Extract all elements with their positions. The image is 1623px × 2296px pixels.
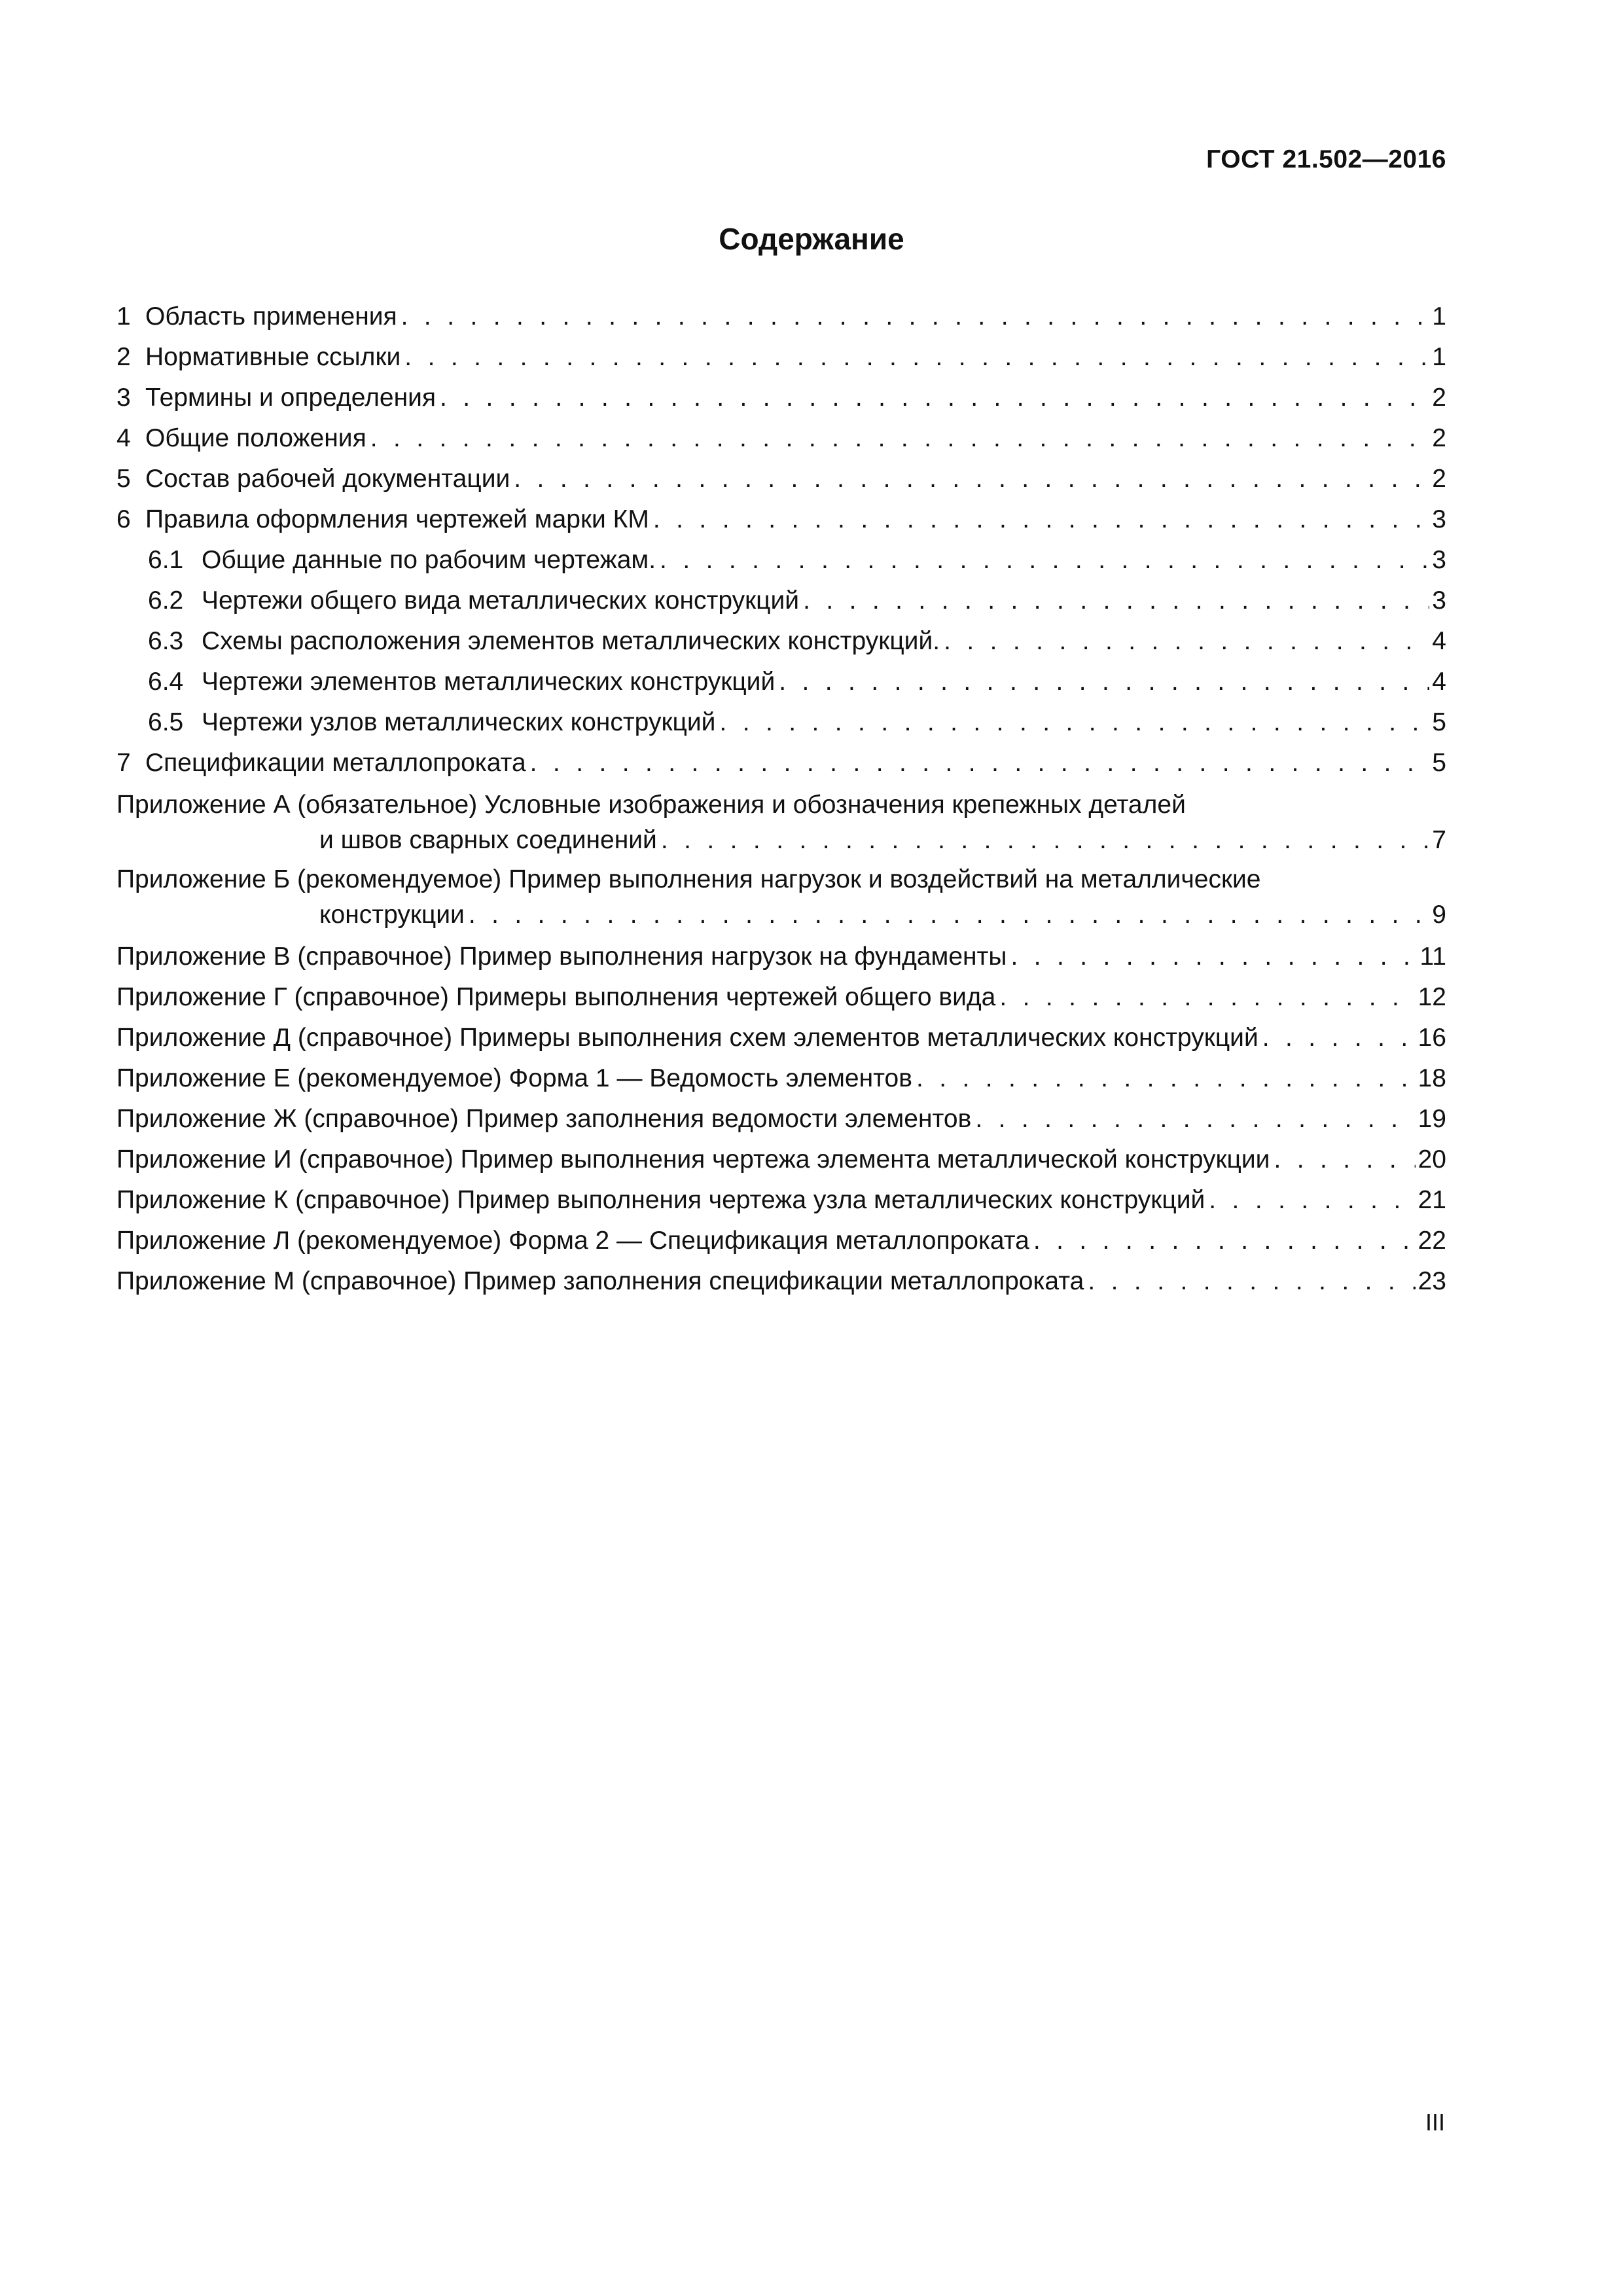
toc-entry-page: 5 <box>1432 749 1446 777</box>
document-code: ГОСТ 21.502—2016 <box>1206 145 1446 173</box>
toc-entry-page: 21 <box>1418 1186 1446 1214</box>
toc-entry-4[interactable] <box>116 418 1446 459</box>
toc-appendix-title-cont: и швов сварных соединений <box>319 826 657 854</box>
dot-leader <box>1088 1261 1415 1302</box>
toc-appendix-title: Приложение Ж (справочное) Пример заполнения ведомости элементов <box>116 1105 972 1133</box>
toc-appendix-g[interactable] <box>116 977 1446 1018</box>
dot-leader <box>719 702 1429 743</box>
toc-appendix-title: Приложение Д (справочное) Примеры выполнения схем элементов металлических конструкций <box>116 1024 1258 1052</box>
toc-appendix-zh[interactable] <box>116 1099 1446 1139</box>
toc-entry-number: 6.2 <box>148 586 184 615</box>
toc-appendix-title: Приложение А (обязательное) Условные изображения и обозначения крепежных деталей <box>116 791 1186 819</box>
toc-entry-title: Чертежи общего вида металлических конструкций <box>202 586 800 615</box>
toc-entry-page: 23 <box>1418 1267 1446 1295</box>
toc-entry-3[interactable] <box>116 378 1446 418</box>
toc-entry-page: 18 <box>1418 1064 1446 1092</box>
toc-entry-7[interactable] <box>116 743 1446 783</box>
toc-entry-title: Чертежи элементов металлических конструкций <box>202 668 776 696</box>
toc-entry-page: 3 <box>1432 586 1446 615</box>
toc-entry-6-5[interactable] <box>116 702 1446 743</box>
dot-leader <box>1010 937 1417 977</box>
toc-appendix-l[interactable] <box>116 1221 1446 1261</box>
dot-leader <box>803 581 1429 621</box>
toc-entry-number: 6.3 <box>148 627 184 655</box>
toc-entry-title: Схемы расположения элементов металлических конструкций. <box>202 627 940 655</box>
toc-appendix-title-cont: конструкции <box>319 901 465 929</box>
toc-entry-page: 2 <box>1432 465 1446 493</box>
toc-entry-page: 2 <box>1432 424 1446 452</box>
toc-entry-page: 12 <box>1418 983 1446 1011</box>
toc-appendix-d[interactable] <box>116 1018 1446 1058</box>
toc-entry-number: 7 <box>116 749 131 777</box>
toc-entry-number: 6.1 <box>148 546 184 574</box>
dot-leader <box>401 296 1430 337</box>
toc-appendix-b[interactable] <box>116 858 1446 933</box>
toc-appendix-title: Приложение Г (справочное) Примеры выполнения чертежей общего вида <box>116 983 996 1011</box>
toc-entry-number: 6.4 <box>148 668 184 696</box>
toc-entry-number: 6 <box>116 505 131 533</box>
toc-entry-1[interactable] <box>116 296 1446 337</box>
toc-entry-number: 4 <box>116 424 131 452</box>
dot-leader <box>944 621 1429 662</box>
toc-entry-title: Спецификации металлопроката <box>145 749 526 777</box>
dot-leader <box>1274 1139 1415 1180</box>
dot-leader <box>1033 1221 1416 1261</box>
toc-appendix-v[interactable] <box>116 933 1446 977</box>
toc-entry-number: 2 <box>116 343 131 371</box>
dot-leader <box>653 499 1429 540</box>
toc-appendix-title: Приложение Е (рекомендуемое) Форма 1 — Ведомость элементов <box>116 1064 912 1092</box>
toc-appendix-title: Приложение В (справочное) Пример выполнения нагрузок на фундаменты <box>116 942 1007 971</box>
dot-leader <box>1262 1018 1416 1058</box>
toc-appendix-e[interactable] <box>116 1058 1446 1099</box>
dot-leader <box>1209 1180 1415 1221</box>
toc-appendix-title: Приложение Л (рекомендуемое) Форма 2 — Спецификация металлопроката <box>116 1227 1029 1255</box>
toc-entry-page: 2 <box>1432 384 1446 412</box>
toc-entry-6-2[interactable] <box>116 581 1446 621</box>
toc-entry-title: Общие положения <box>145 424 366 452</box>
toc-entry-page: 3 <box>1432 505 1446 533</box>
toc-entry-title: Область применения <box>145 302 397 331</box>
table-of-contents <box>116 296 1446 1302</box>
toc-entry-page: 22 <box>1418 1227 1446 1255</box>
toc-entry-title: Правила оформления чертежей марки КМ <box>145 505 649 533</box>
toc-entry-page: 4 <box>1432 627 1446 655</box>
dot-leader <box>370 418 1430 459</box>
toc-entry-6-1[interactable] <box>116 540 1446 581</box>
toc-entry-page: 1 <box>1432 302 1446 331</box>
toc-entry-page: 11 <box>1419 942 1446 971</box>
toc-entry-title: Общие данные по рабочим чертежам. <box>202 546 656 574</box>
toc-entry-title: Нормативные ссылки <box>145 343 401 371</box>
toc-entry-5[interactable] <box>116 459 1446 499</box>
dot-leader <box>779 662 1429 702</box>
dot-leader <box>975 1099 1415 1139</box>
toc-entry-title: Состав рабочей документации <box>145 465 510 493</box>
toc-entry-6-4[interactable] <box>116 662 1446 702</box>
toc-entry-number: 3 <box>116 384 131 412</box>
toc-entry-title: Термины и определения <box>145 384 437 412</box>
toc-appendix-m[interactable] <box>116 1261 1446 1302</box>
dot-leader <box>404 337 1429 378</box>
page-title: Содержание <box>719 222 904 256</box>
toc-entry-page: 4 <box>1432 668 1446 696</box>
toc-entry-page: 9 <box>1432 901 1446 929</box>
toc-entry-page: 5 <box>1432 708 1446 736</box>
toc-entry-page: 20 <box>1418 1145 1446 1174</box>
toc-entry-6-3[interactable] <box>116 621 1446 662</box>
toc-entry-number: 1 <box>116 302 131 331</box>
toc-appendix-title: Приложение К (справочное) Пример выполнения чертежа узла металлических конструкций <box>116 1186 1205 1214</box>
dot-leader <box>999 977 1415 1018</box>
toc-entry-page: 7 <box>1432 826 1446 854</box>
toc-appendix-title: Приложение Б (рекомендуемое) Пример выполнения нагрузок и воздействий на металлические <box>116 865 1261 893</box>
toc-entry-number: 6.5 <box>148 708 184 736</box>
dot-leader <box>514 459 1429 499</box>
toc-entry-title: Чертежи узлов металлических конструкций <box>202 708 716 736</box>
toc-appendix-title: Приложение И (справочное) Пример выполнения чертежа элемента металлической конструкции <box>116 1145 1270 1174</box>
page-number: III <box>1425 2109 1445 2136</box>
dot-leader <box>440 378 1429 418</box>
dot-leader <box>916 1058 1416 1099</box>
toc-entry-page: 3 <box>1432 546 1446 574</box>
dot-leader <box>530 743 1430 783</box>
toc-appendix-k[interactable] <box>116 1180 1446 1221</box>
toc-entry-number: 5 <box>116 465 131 493</box>
dot-leader <box>469 897 1429 933</box>
dot-leader <box>661 823 1429 858</box>
toc-entry-2[interactable] <box>116 337 1446 378</box>
toc-appendix-title: Приложение М (справочное) Пример заполнения спецификации металлопроката <box>116 1267 1084 1295</box>
toc-entry-page: 1 <box>1432 343 1446 371</box>
toc-appendix-continuation <box>116 823 1446 858</box>
toc-entry-6[interactable] <box>116 499 1446 540</box>
dot-leader <box>660 540 1429 581</box>
toc-appendix-continuation <box>116 897 1446 933</box>
toc-appendix-i[interactable] <box>116 1139 1446 1180</box>
toc-entry-page: 16 <box>1418 1024 1446 1052</box>
toc-entry-page: 19 <box>1418 1105 1446 1133</box>
toc-appendix-a[interactable] <box>116 783 1446 858</box>
